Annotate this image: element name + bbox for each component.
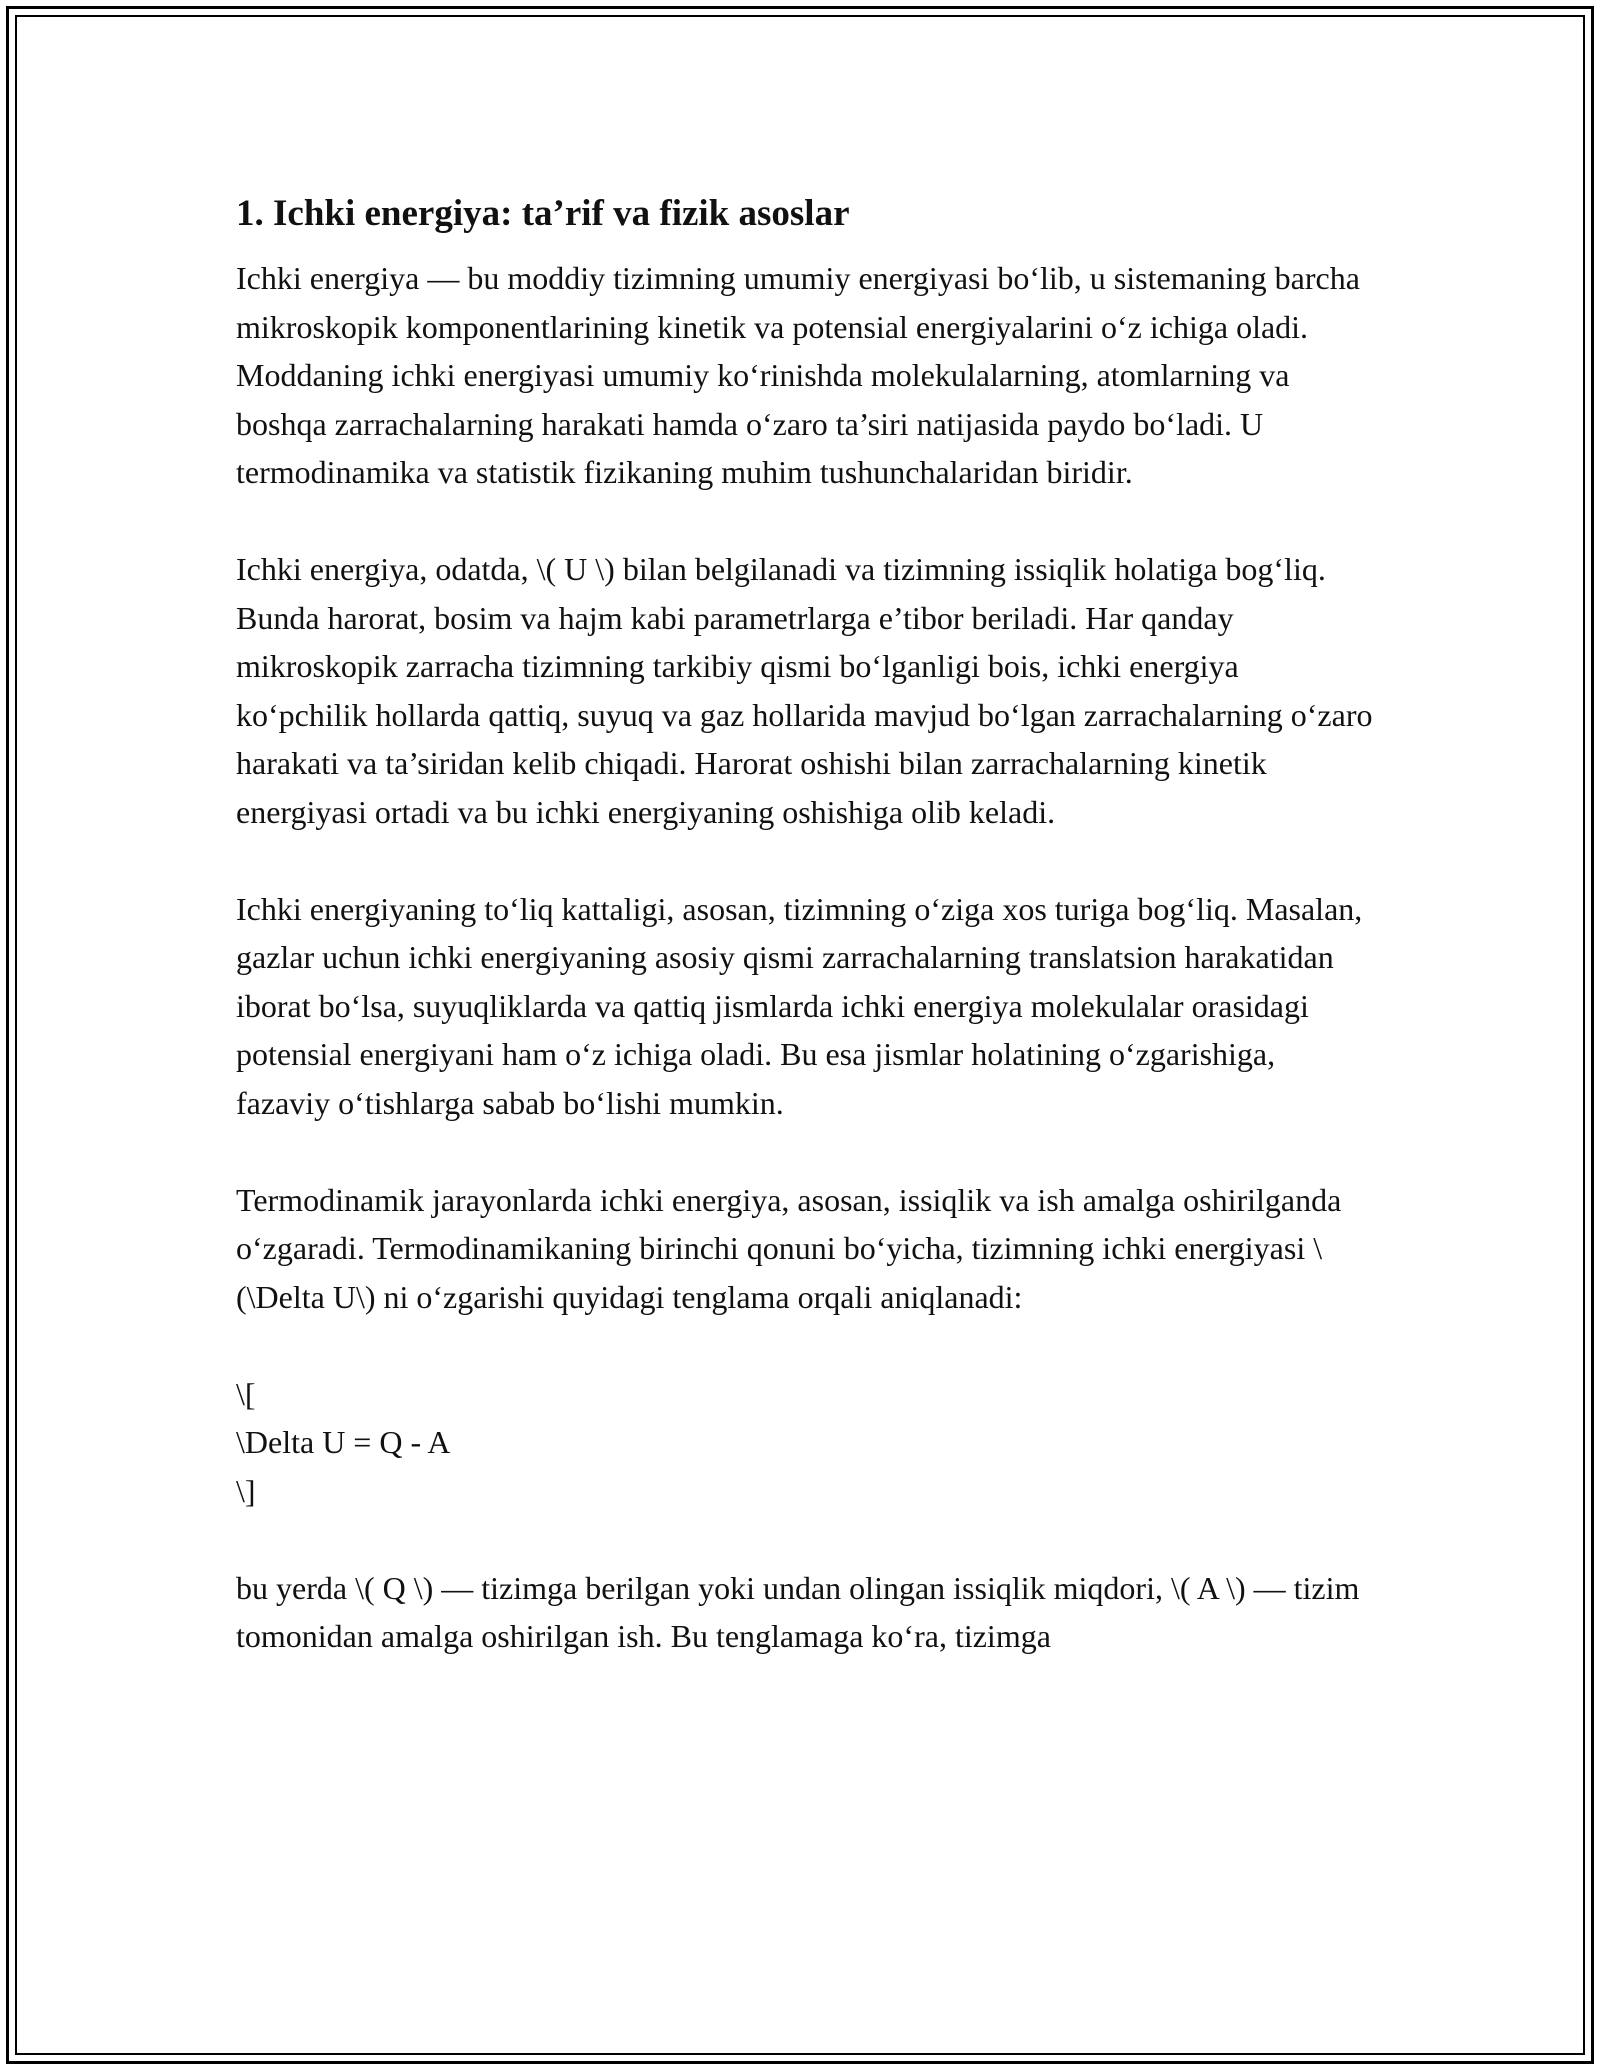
paragraph-system-type: Ichki energiyaning to‘liq kattaligi, asosan, tizimning o‘ziga xos turiga bog‘liq. Masalan, gazlar uchun ichki energiyaning asosiy qismi zarrachalarning translatsion harakatidan iborat bo‘lsa, suyuqliklarda va qattiq jismlarda ichki energiya molekulalar orasidagi potensial energiyani ham o‘z ichiga oladi. Bu esa jismlar holatining o‘zgarishiga, fazaviy o‘tishlarga sabab bo‘lishi mumkin. <box>236 890 1363 1121</box>
paragraph-first-law: Termodinamik jarayonlarda ichki energiya, asosan, issiqlik va ish amalga oshirilganda o‘zgaradi. Termodinamikaning birinchi qonuni bo‘yicha, tizimning ichki energiyasi \(\Delta U\) ni o‘zgarishi quyidagi tenglama orqali aniqlanadi: <box>236 1181 1342 1315</box>
section-heading: 1. Ichki energiya: ta’rif va fizik asoslar <box>236 193 850 234</box>
paragraph-notation: Ichki energiya, odatda, \( U \) bilan belgilanadi va tizimning issiqlik holatiga bog‘liq. Bunda harorat, bosim va hajm kabi parametrlarga e’tibor beriladi. Har qanday mikroskopik zarracha tizimning tarkibiy qismi bo‘lganligi bois, ichki energiya ko‘pchilik hollarda qattiq, suyuq va gaz hollarida mavjud bo‘lgan zarrachalarning o‘zaro harakati va ta’siridan kelib chiqadi. Harorat oshishi bilan zarrachalarning kinetik energiyasi ortadi va bu ichki energiyaning oshishiga olib keladi. <box>236 551 1373 830</box>
paragraph-formula-explanation: bu yerda \( Q \) — tizimga berilgan yoki undan olingan issiqlik miqdori, \( A \) — tizim tomonidan amalga oshirilgan ish. Bu tenglamaga ko‘ra, tizimga <box>236 1569 1360 1654</box>
paragraph-definition: Ichki energiya — bu moddiy tizimning umumiy energiyasi bo‘lib, u sistemaning barcha mikroskopik komponentlarining kinetik va potensial energiyalarini o‘z ichiga oladi. Moddaning ichki energiyasi umumiy ko‘rinishda molekulalarning, atomlarning va boshqa zarrachalarning harakati hamda o‘zaro ta’siri natijasida paydo bo‘ladi. U termodinamika va statistik fizikaning muhim tushunchalaridan biridir. <box>236 260 1360 490</box>
formula-block <box>236 1370 1376 1516</box>
formula-close-delimiter: \] <box>236 1472 256 1509</box>
formula-equation: \Delta U = Q - A <box>236 1424 451 1460</box>
document-body <box>236 186 1376 1709</box>
formula-open-delimiter: \[ <box>236 1375 256 1412</box>
